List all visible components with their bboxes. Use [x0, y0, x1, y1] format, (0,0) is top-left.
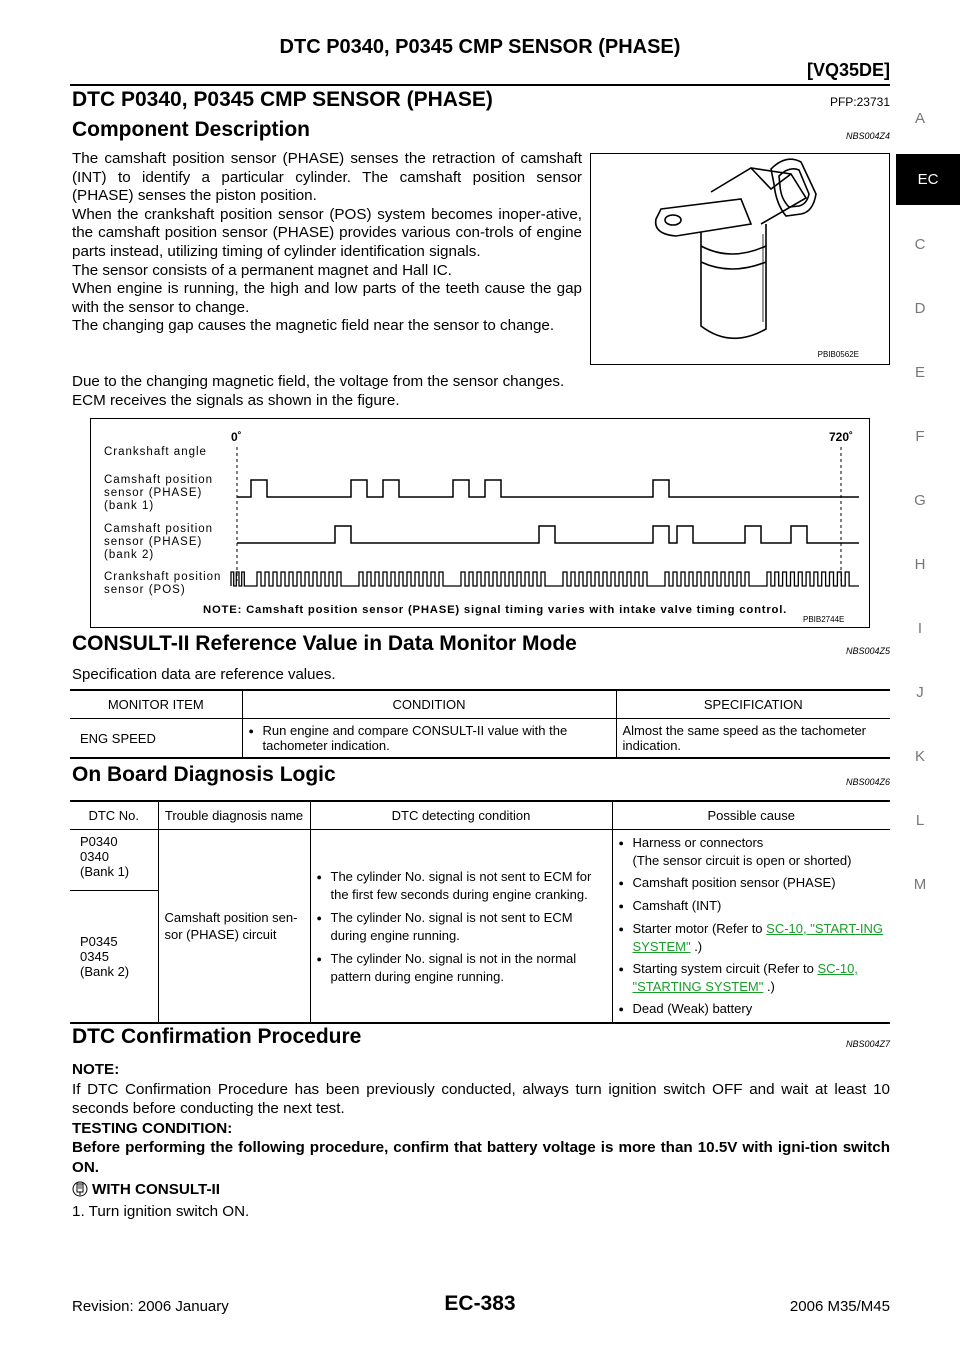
waveform-cmp-bank2	[237, 526, 859, 543]
label-pos-a: Crankshaft position	[104, 571, 222, 583]
angle-end-label: 720˚	[829, 430, 854, 444]
side-index-k[interactable]: K	[914, 748, 925, 765]
side-index-m[interactable]: M	[913, 876, 927, 893]
table-row	[70, 719, 890, 759]
side-index-ec-active[interactable]: EC	[896, 154, 960, 205]
component-p2: When the crankshaft position sensor (POS) system becomes inoper-ative, the camshaft position sensor (PHASE) provides various con-trols of engine parts instead, utilizing timing of cylinder identification signals.	[72, 205, 582, 260]
label-crankshaft-angle: Crankshaft angle	[104, 446, 207, 458]
consult-intro: Specification data are reference values.	[72, 666, 336, 683]
consult-header-item: MONITOR ITEM	[70, 690, 242, 719]
cause-harness-note: (The sensor circuit is open or shorted)	[632, 853, 852, 868]
obd-conditions	[310, 830, 612, 1024]
page-header-title: DTC P0340, P0345 CMP SENSOR (PHASE)	[279, 36, 681, 58]
obd-code: NBS004Z6	[845, 777, 890, 787]
side-index-f[interactable]: F	[915, 428, 925, 445]
cause-starter-motor: ● Starter motor (Refer to SC-10, "START-ING SYSTEM" .)	[619, 920, 885, 955]
side-index-d[interactable]: D	[914, 300, 926, 317]
consult-tool-icon	[72, 1180, 88, 1198]
component-p5: The changing gap causes the magnetic field near the sensor to change.	[72, 317, 555, 335]
cause-starting-system: ● Starting system circuit (Refer to SC-10, "STARTING SYSTEM" .)	[619, 960, 885, 995]
obd-header-name: Trouble diagnosis name	[158, 801, 310, 830]
sensor-image-code: PBIB0562E	[817, 350, 859, 359]
component-description-text	[72, 150, 582, 336]
obd-trouble-name: Camshaft position sen-sor (PHASE) circuit	[158, 830, 310, 1024]
obd-condition-3: ● The cylinder No. signal is not in the normal pattern during engine running.	[317, 950, 606, 985]
cmp-sensor-drawing	[591, 154, 889, 364]
side-index-a[interactable]: A	[914, 110, 925, 127]
footer-revision: Revision: 2006 January	[72, 1298, 229, 1315]
obd-heading: On Board Diagnosis Logic	[72, 763, 336, 786]
consult-header-condition: CONDITION	[242, 690, 616, 719]
side-index-i[interactable]: I	[917, 620, 923, 637]
angle-start-label: 0˚	[231, 430, 242, 444]
cause-harness: ● Harness or connectors	[619, 834, 885, 852]
label-cmp-bank2-b: sensor (PHASE)	[104, 536, 203, 548]
table-row	[70, 830, 890, 891]
dtc-confirm-heading: DTC Confirmation Procedure	[72, 1025, 362, 1048]
sensor-illustration	[590, 153, 890, 365]
footer-model: 2006 M35/M45	[789, 1298, 890, 1315]
dtc-code-p0340: P0340	[80, 834, 118, 849]
testing-condition-text: Before performing the following procedure, confirm that battery voltage is more than 10.5V with igni-tion switch ON.	[72, 1139, 890, 1176]
component-p1: The camshaft position sensor (PHASE) senses the retraction of camshaft (INT) to identify a particular cylinder. The camshaft position sensor (PHASE) senses the piston position.	[72, 150, 582, 205]
component-p4: When engine is running, the high and low parts of the teeth cause the gap with the sensor to change.	[72, 280, 582, 316]
component-description-heading: Component Description	[72, 118, 311, 141]
cause-camshaft: ● Camshaft (INT)	[619, 897, 885, 915]
obd-possible-causes	[612, 830, 890, 1024]
dtc-confirm-code: NBS004Z7	[845, 1039, 890, 1049]
consult-row-spec: Almost the same speed as the tachometer indication.	[616, 719, 890, 759]
dtc-code-p0345: P0345	[80, 933, 118, 949]
obd-condition-1: ● The cylinder No. signal is not sent to ECM for the first few seconds during engine cranking.	[317, 868, 606, 903]
component-p3: The sensor consists of a permanent magnet and Hall IC.	[72, 261, 452, 279]
obd-table	[70, 800, 890, 1024]
label-cmp-bank1-a: Camshaft position	[104, 474, 214, 486]
waveform-diagram	[90, 418, 870, 628]
part-number: PFP:23731	[829, 95, 890, 109]
component-description-code: NBS004Z4	[845, 131, 890, 141]
consult-row-item: ENG SPEED	[80, 730, 156, 746]
consult-table	[70, 689, 890, 759]
dtc-code-0345: 0345	[80, 948, 109, 964]
component-p7: ECM receives the signals as shown in the figure.	[72, 391, 400, 409]
dtc-bank2: (Bank 2)	[80, 963, 130, 979]
component-description-text-2	[72, 373, 872, 410]
waveform-image-code: PBIB2744E	[803, 615, 845, 624]
side-index-l[interactable]: L	[915, 812, 925, 829]
label-cmp-bank2-c: (bank 2)	[104, 549, 155, 561]
with-consult-label: WITH CONSULT-II	[92, 1180, 220, 1198]
cause-cmp-sensor: ● Camshaft position sensor (PHASE)	[619, 874, 885, 892]
obd-dtc-bank1	[70, 830, 158, 891]
note-label: NOTE:	[72, 1061, 120, 1078]
obd-dtc-bank2	[70, 890, 158, 1023]
waveform-note: NOTE: Camshaft position sensor (PHASE) signal timing varies with intake valve timing control.	[203, 604, 788, 616]
waveform-cmp-bank1	[237, 480, 859, 497]
side-index-h[interactable]: H	[914, 556, 926, 573]
dtc-bank1: (Bank 1)	[80, 864, 130, 879]
label-cmp-bank2-a: Camshaft position	[104, 523, 214, 535]
consult-heading: CONSULT-II Reference Value in Data Monitor Mode	[72, 632, 577, 655]
dtc-code-0340: 0340	[80, 849, 109, 864]
header-rule	[70, 84, 890, 86]
dtc-confirm-notes	[72, 1060, 890, 1177]
consult-table-header	[70, 690, 890, 719]
label-pos-b: sensor (POS)	[104, 584, 186, 596]
side-index-e[interactable]: E	[914, 364, 925, 381]
section-title: DTC P0340, P0345 CMP SENSOR (PHASE)	[72, 88, 493, 111]
link-sc-10-starting-system-2[interactable]: SC-10, "STARTING SYSTEM"	[632, 961, 858, 994]
consult-header-spec: SPECIFICATION	[616, 690, 890, 719]
obd-header-dtc: DTC No.	[70, 801, 158, 830]
waveform-pos	[231, 572, 859, 586]
label-cmp-bank1-b: sensor (PHASE)	[104, 487, 203, 499]
obd-condition-2: ● The cylinder No. signal is not sent to ECM during engine running.	[317, 909, 606, 944]
obd-header-cause: Possible cause	[612, 801, 890, 830]
label-cmp-bank1-c: (bank 1)	[104, 500, 155, 512]
engine-model-label: [VQ35DE]	[806, 60, 890, 80]
with-consult-row	[72, 1180, 220, 1198]
consult-row-condition: ● Run engine and compare CONSULT-II value with the tachometer indication.	[249, 723, 610, 753]
side-index-g[interactable]: G	[914, 492, 926, 509]
step-1: 1. Turn ignition switch ON.	[72, 1203, 250, 1220]
link-sc-10-starting-system[interactable]: SC-10, "START-ING SYSTEM"	[632, 921, 883, 954]
obd-table-header	[70, 801, 890, 830]
note-text: If DTC Confirmation Procedure has been previously conducted, always turn ignition switch OFF and wait at least 10 seconds before conducting the next test.	[72, 1080, 890, 1117]
signal-waveform-svg	[91, 419, 869, 627]
testing-condition-label: TESTING CONDITION:	[72, 1119, 233, 1137]
obd-header-condition: DTC detecting condition	[310, 801, 612, 830]
side-index-c[interactable]: C	[914, 236, 926, 253]
cause-battery: ● Dead (Weak) battery	[619, 1000, 885, 1018]
side-index-j[interactable]: J	[916, 684, 924, 701]
footer-page-number: EC-383	[444, 1292, 516, 1315]
consult-code: NBS004Z5	[845, 646, 890, 656]
component-p6: Due to the changing magnetic field, the voltage from the sensor changes.	[72, 373, 565, 390]
